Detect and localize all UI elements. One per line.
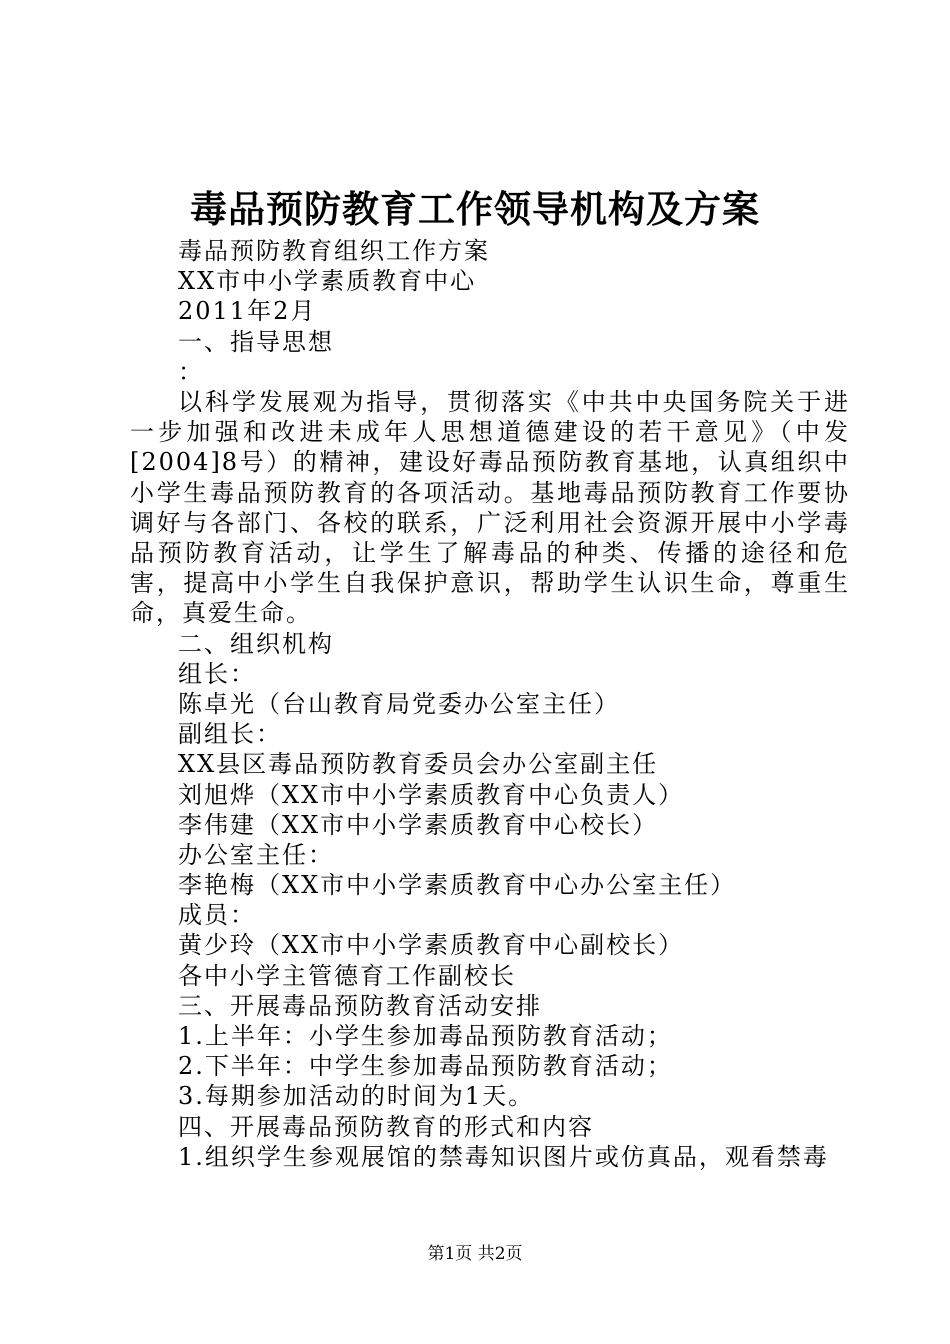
body-line: 1.上半年：小学生参加毒品预防教育活动；	[178, 1022, 673, 1050]
body-line: 成员：	[178, 901, 256, 930]
section-heading: 一、指导思想	[178, 327, 334, 356]
body-line: 各中小学主管德育工作副校长	[178, 961, 516, 990]
document-title: 毒品预防教育工作领导机构及方案	[190, 187, 760, 231]
body-line: 毒品预防教育组织工作方案	[178, 237, 490, 265]
body-line: 组长：	[178, 659, 256, 688]
body-line: 李伟建（XX市中小学素质教育中心校长）	[178, 810, 659, 839]
body-line: 黄少玲（XX市中小学素质教育中心副校长）	[178, 931, 685, 960]
body-line: 2011年2月	[178, 297, 317, 326]
body-line: 3.每期参加活动的时间为1天。	[178, 1082, 535, 1111]
body-line: 2.下半年：中学生参加毒品预防教育活动；	[178, 1052, 673, 1081]
body-line: 刘旭烨（XX市中小学素质教育中心负责人）	[178, 780, 685, 809]
body-line: XX县区毒品预防教育委员会办公室副主任	[178, 750, 659, 779]
body-line: 1.组织学生参观展馆的禁毒知识图片或仿真品，观看禁毒	[178, 1142, 829, 1171]
section-heading: 二、组织机构	[178, 629, 334, 658]
section-heading: 三、开展毒品预防教育活动安排	[178, 991, 542, 1020]
body-line: 办公室主任：	[178, 840, 334, 869]
body-line: XX市中小学素质教育中心	[178, 267, 477, 296]
body-line: 副组长：	[178, 720, 282, 749]
body-line: 李艳梅（XX市中小学素质教育中心办公室主任）	[178, 871, 737, 900]
section-heading: 四、开展毒品预防教育的形式和内容	[178, 1112, 594, 1141]
guiding-paragraph: 以科学发展观为指导，贯彻落实《中共中央国务院关于进一步加强和改进未成年人思想道德建设的若干意见》（中发[2004]8号）的精神，建设好毒品预防教育基地，认真组织中小学生毒品预防教育的各项活动。基地毒品预防教育工作要协调好与各部门、各校的联系，广泛利用社会资源开展中小学毒品预防教育活动，让学生了解毒品的种类、传播的途径和危害，提高中小学生自我保护意识，帮助学生认识生命，尊重生命，真爱生命。	[130, 387, 850, 628]
document-body	[130, 236, 850, 1172]
page-footer: 第1页 共2页	[427, 1244, 523, 1264]
body-line: ：	[178, 357, 204, 386]
body-line: 陈卓光（台山教育局党委办公室主任）	[178, 689, 620, 718]
